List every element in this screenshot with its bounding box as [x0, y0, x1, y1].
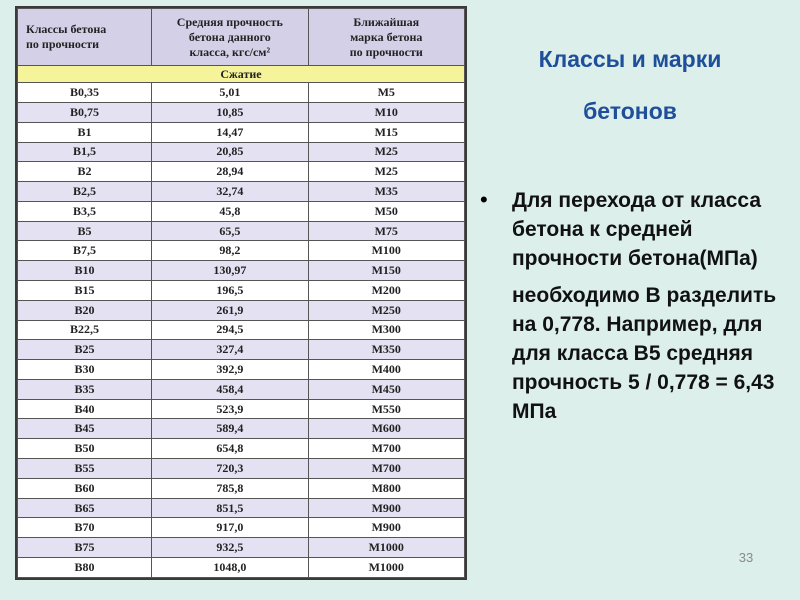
bullet-marker-icon: •	[480, 187, 488, 212]
cell-class: B3,5	[18, 201, 152, 221]
cell-grade: M150	[308, 261, 464, 281]
cell-strength: 294,5	[152, 320, 308, 340]
column-header-class: Классы бетона по прочности	[18, 9, 152, 66]
cell-strength: 932,5	[152, 538, 308, 558]
table-row	[18, 557, 465, 577]
table-row	[18, 182, 465, 202]
slide-title-line-2: бетонов	[583, 98, 677, 124]
cell-strength: 196,5	[152, 281, 308, 301]
slide-title-line-1: Классы и марки	[538, 46, 722, 72]
cell-class: B0,75	[18, 102, 152, 122]
cell-grade: M550	[308, 399, 464, 419]
cell-grade: M25	[308, 162, 464, 182]
cell-strength: 589,4	[152, 419, 308, 439]
table-row	[18, 518, 465, 538]
cell-grade: M450	[308, 379, 464, 399]
table-row	[18, 142, 465, 162]
cell-strength: 720,3	[152, 459, 308, 479]
section-label: Сжатие	[18, 66, 465, 83]
cell-strength: 785,8	[152, 478, 308, 498]
cell-grade: M100	[308, 241, 464, 261]
table-row	[18, 459, 465, 479]
cell-strength: 98,2	[152, 241, 308, 261]
cell-strength: 5,01	[152, 83, 308, 103]
table-row	[18, 419, 465, 439]
cell-strength: 851,5	[152, 498, 308, 518]
column-header-strength: Средняя прочность бетона данного класса, кгс/см²	[152, 9, 308, 66]
column-header-grade: Ближайшая марка бетона по прочности	[308, 9, 464, 66]
cell-class: B30	[18, 360, 152, 380]
table-row	[18, 399, 465, 419]
table-row	[18, 281, 465, 301]
table-row	[18, 221, 465, 241]
cell-strength: 392,9	[152, 360, 308, 380]
cell-class: B45	[18, 419, 152, 439]
cell-class: B5	[18, 221, 152, 241]
table-row	[18, 360, 465, 380]
cell-strength: 10,85	[152, 102, 308, 122]
table-header-row	[18, 9, 465, 66]
cell-strength: 20,85	[152, 142, 308, 162]
cell-class: B55	[18, 459, 152, 479]
cell-grade: M75	[308, 221, 464, 241]
cell-grade: M10	[308, 102, 464, 122]
cell-strength: 917,0	[152, 518, 308, 538]
cell-grade: M1000	[308, 557, 464, 577]
cell-class: B80	[18, 557, 152, 577]
bullet-paragraph-2: необходимо В разделить на 0,778. Например, для для класса В5 средняя прочность 5 / 0,778 = 6,43 МПа	[512, 284, 777, 423]
cell-grade: M25	[308, 142, 464, 162]
cell-class: B50	[18, 439, 152, 459]
cell-strength: 458,4	[152, 379, 308, 399]
cell-class: B35	[18, 379, 152, 399]
cell-strength: 14,47	[152, 122, 308, 142]
table-row	[18, 340, 465, 360]
cell-class: B10	[18, 261, 152, 281]
table-row	[18, 102, 465, 122]
table-row	[18, 300, 465, 320]
table-row	[18, 162, 465, 182]
bullet-paragraph-1: Для перехода от класса бетона к средней прочности бетона(МПа)	[512, 189, 762, 270]
cell-class: B40	[18, 399, 152, 419]
cell-grade: M800	[308, 478, 464, 498]
cell-grade: M400	[308, 360, 464, 380]
concrete-grades-table-frame	[15, 6, 467, 580]
cell-strength: 130,97	[152, 261, 308, 281]
cell-grade: M1000	[308, 538, 464, 558]
cell-grade: M900	[308, 518, 464, 538]
cell-class: B7,5	[18, 241, 152, 261]
table-row	[18, 538, 465, 558]
cell-class: B25	[18, 340, 152, 360]
cell-grade: M700	[308, 439, 464, 459]
table-row	[18, 122, 465, 142]
cell-grade: M700	[308, 459, 464, 479]
cell-grade: M600	[308, 419, 464, 439]
cell-class: B20	[18, 300, 152, 320]
cell-strength: 1048,0	[152, 557, 308, 577]
table-row	[18, 379, 465, 399]
table-row	[18, 83, 465, 103]
table-header	[18, 9, 465, 66]
cell-strength: 32,74	[152, 182, 308, 202]
cell-class: B70	[18, 518, 152, 538]
cell-class: B0,35	[18, 83, 152, 103]
table-row	[18, 201, 465, 221]
cell-strength: 654,8	[152, 439, 308, 459]
table-row	[18, 241, 465, 261]
table-body	[18, 66, 465, 578]
table-row	[18, 261, 465, 281]
cell-class: B65	[18, 498, 152, 518]
cell-class: B22,5	[18, 320, 152, 340]
cell-class: B1,5	[18, 142, 152, 162]
table-row	[18, 439, 465, 459]
cell-grade: M50	[308, 201, 464, 221]
bullet-text	[512, 186, 780, 426]
cell-class: B1	[18, 122, 152, 142]
table-row	[18, 498, 465, 518]
cell-strength: 45,8	[152, 201, 308, 221]
cell-grade: M350	[308, 340, 464, 360]
table-row	[18, 478, 465, 498]
cell-strength: 28,94	[152, 162, 308, 182]
cell-grade: M300	[308, 320, 464, 340]
cell-grade: M5	[308, 83, 464, 103]
cell-grade: M35	[308, 182, 464, 202]
cell-class: B60	[18, 478, 152, 498]
cell-strength: 65,5	[152, 221, 308, 241]
cell-class: B2	[18, 162, 152, 182]
section-row	[18, 66, 465, 83]
cell-grade: M15	[308, 122, 464, 142]
page-number: 33	[738, 550, 754, 565]
cell-strength: 523,9	[152, 399, 308, 419]
cell-class: B15	[18, 281, 152, 301]
cell-strength: 261,9	[152, 300, 308, 320]
table-row	[18, 320, 465, 340]
concrete-grades-table	[17, 8, 465, 578]
cell-grade: M200	[308, 281, 464, 301]
cell-grade: M900	[308, 498, 464, 518]
cell-strength: 327,4	[152, 340, 308, 360]
bullet-block	[480, 186, 780, 426]
cell-grade: M250	[308, 300, 464, 320]
cell-class: B75	[18, 538, 152, 558]
cell-class: B2,5	[18, 182, 152, 202]
